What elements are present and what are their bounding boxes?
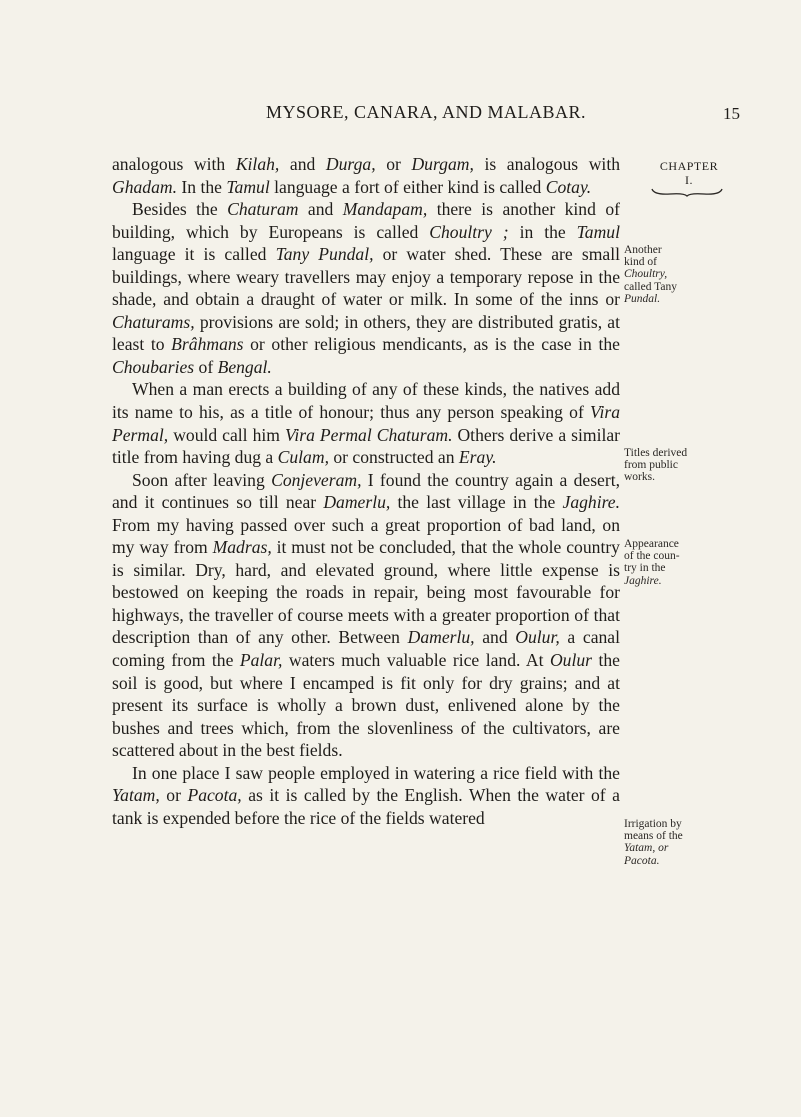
page-header — [112, 98, 740, 132]
paragraph-1: analogous with Kilah, and Durga, or Durgam, is analogous with Ghadam. In the Tamul language a fort of either kind is called Cotay. — [112, 154, 621, 197]
margin-note-titles: Titles derived from public works. — [624, 447, 688, 484]
page-number: 15 — [723, 104, 740, 123]
margin-note-choultry: Another kind of Choultry, called Tany Pundal. — [624, 244, 677, 305]
paragraph-3: When a man erects a building of any of these kinds, the natives add its name to his, as a title of honour; thus any person speaking of Vira Permal, would call him Vira Permal Chaturam. Others derive a similar title from having dug a Culam, or constructed an Eray. — [112, 379, 621, 468]
paragraph-4: Soon after leaving Conjeveram, I found the country again a desert, and it continues so till near Damerlu, the last village in the Jaghire. From my having passed over such a great proportion of bad land, on my way from Madras, it must not be concluded, that the whole country is similar. Dry, hard, and elevated ground, where little expense is bestowed on keeping the roads in repair, being most favourable for highways, the traveller of course meets with a greater proportion of that description than of any other. Between Damerlu, and Oulur, a canal coming from the Palar, waters much valuable rice land. At Oulur the soil is good, but where I encamped is fit only for dry grains; and at present its surface is wholly a brown dust, enlivened alone by the bushes and trees which, from the slovenliness of the cultivators, are scattered about in the best fields. — [112, 469, 621, 761]
body-text — [112, 153, 620, 829]
chapter-label — [624, 159, 754, 197]
paragraph-5: In one place I saw people employed in watering a rice field with the Yatam, or Pacota, as it is called by the English. When the water of a tank is expended before the rice of the fields watered — [112, 762, 620, 828]
margin-note-irrigation: Irrigation by means of the Yatam, or Pacota. — [624, 818, 683, 867]
margin-note-appearance: Appearance of the coun- try in the Jaghire. — [624, 538, 680, 587]
brace-icon — [650, 187, 728, 197]
chapter-label-text: CHAPTER — [659, 159, 719, 173]
paragraph-2: Besides the Chaturam and Mandapam, there is another kind of building, which by Europeans is called Choultry ; in the Tamul language it is called Tany Pundal, or water shed. These are small buildings, where weary travellers may enjoy a temporary repose in the shade, and obtain a draught of water or milk. In some of the inns or Chaturams, provisions are sold; in others, they are distributed gratis, at least to Brâhmans or other religious mendicants, as is the case in the Choubaries of Bengal. — [112, 199, 620, 377]
chapter-number: I. — [685, 173, 693, 187]
running-head: MYSORE, CANARA, AND MALABAR. — [265, 102, 587, 122]
